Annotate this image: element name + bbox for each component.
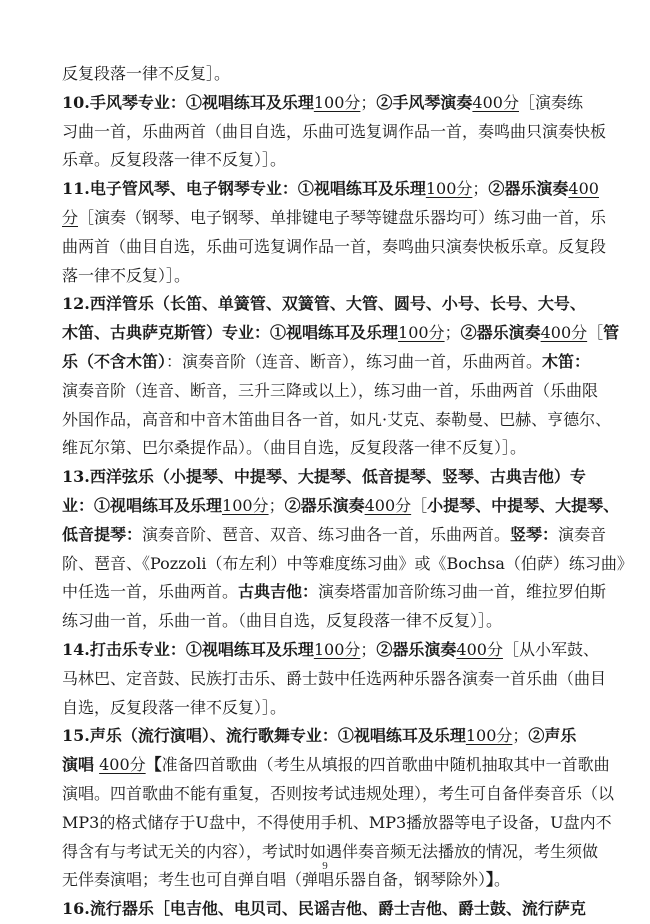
- underlined-score: 400分: [364, 495, 412, 515]
- text-segment: 演唱。四首歌曲不能有重复，否则按考试违规处理），考生可自备伴奏音乐（以: [62, 783, 615, 803]
- text-segment: ［从小军鼓、: [502, 639, 599, 659]
- text-line: [62, 521, 607, 550]
- underlined-score: 400分: [540, 323, 588, 343]
- text-line: [62, 665, 607, 694]
- text-segment: 落一律不反复）］。: [62, 265, 191, 285]
- underlined-score: 400: [568, 179, 599, 199]
- text-line: [62, 60, 592, 89]
- text-segment: 曲两首（曲目自选，乐曲可选复调作品一首，奏鸣曲只演奏快板乐章。反复段: [62, 236, 607, 256]
- bold-text: 小提琴、中提琴、大提琴、: [427, 495, 620, 515]
- page-number: 9: [322, 860, 328, 872]
- text-segment: 无伴奏演唱；考生也可自弹自唱（弹唱乐器自备，钢琴除外）: [62, 870, 487, 890]
- underlined-score: 400分: [99, 755, 146, 775]
- bold-text: ②声乐: [528, 726, 577, 746]
- bold-text: 14.打击乐专业：①视唱练耳及乐理: [62, 639, 314, 659]
- bold-text: 业：①视唱练耳及乐理: [62, 495, 223, 515]
- bold-text: 管: [603, 323, 620, 343]
- text-segment: 阶、琶音、《Pozzoli（布左利）中等难度练习曲》或《Bochsa（伯萨）练习曲》: [62, 553, 633, 573]
- text-segment: 演奏音: [558, 524, 607, 544]
- text-segment: ；: [444, 323, 461, 343]
- bold-text: ②手风琴演奏: [376, 92, 473, 112]
- text-segment: ；: [472, 179, 489, 199]
- text-segment: 准备四首歌曲（考生从填报的四首歌曲中随机抽取其中一首歌曲: [161, 755, 610, 775]
- text-line: [62, 406, 612, 435]
- text-line: [62, 694, 592, 723]
- text-line: [62, 146, 592, 175]
- text-line: [62, 809, 612, 838]
- text-line: [62, 463, 592, 492]
- text-segment: MP3的格式储存于U盘中，不得使用手机、MP3播放器等电子设备，U盘内不: [62, 812, 612, 832]
- text-segment: 练习曲一首，乐曲一首。（曲目自选，反复段落一律不反复）］。: [62, 611, 503, 631]
- text-segment: 维瓦尔第、巴尔桑提作品）。（曲目自选，反复段落一律不反复）］。: [62, 438, 527, 458]
- bold-text: 【: [145, 755, 162, 775]
- bold-text: 低音提琴：: [62, 524, 143, 544]
- underlined-score: 100分: [398, 323, 445, 343]
- text-segment: 演奏音阶（连音、断音，三升三降或以上），练习曲一首，乐曲两首（乐曲限: [62, 380, 599, 400]
- text-segment: ；: [268, 495, 285, 515]
- bold-text: 15.声乐（流行演唱）、流行歌舞专业：①视唱练耳及乐理: [62, 726, 466, 746]
- text-line: [62, 895, 592, 924]
- underlined-score: 100分: [313, 92, 361, 112]
- text-segment: 乐章。反复段落一律不反复）］。: [62, 150, 287, 170]
- text-line: [62, 89, 592, 118]
- underlined-score: 100分: [465, 726, 513, 746]
- text-line: [62, 722, 592, 751]
- bold-text: ②器乐演奏: [460, 323, 541, 343]
- underlined-score: 400分: [472, 92, 519, 112]
- text-segment: 马林巴、定音鼓、民族打击乐、爵士鼓中任选两种乐器各演奏一首乐曲（曲目: [62, 668, 607, 688]
- text-line: [62, 780, 615, 809]
- text-segment: ［演奏练: [518, 92, 583, 112]
- bold-text: 】: [486, 870, 495, 890]
- bold-text: 10.手风琴专业：①视唱练耳及乐理: [62, 92, 314, 112]
- text-segment: ；: [512, 726, 529, 746]
- underlined-score: 400分: [456, 639, 503, 659]
- bold-text: ②器乐演奏: [376, 639, 457, 659]
- text-segment: ：演奏音阶（连音、断音），练习曲一首，乐曲两首。: [166, 351, 543, 371]
- bold-text: 古典吉他：: [238, 582, 319, 602]
- bold-text: 13.西洋弦乐（小提琴、中提琴、大提琴、低音提琴、竖琴、古典吉他）专: [62, 467, 586, 487]
- text-segment: 演奏音阶、琶音、双音、练习曲各一首，乐曲两首。: [142, 524, 511, 544]
- text-line: [62, 290, 592, 319]
- bold-text: ②器乐演奏: [284, 495, 365, 515]
- text-line: [62, 550, 633, 579]
- text-segment: 演奏塔雷加音阶练习曲一首，维拉罗伯斯: [318, 582, 607, 602]
- bold-text: ②器乐演奏: [488, 179, 569, 199]
- text-segment: ；: [360, 92, 377, 112]
- text-line: [62, 262, 592, 291]
- text-line: [62, 377, 599, 406]
- text-line: [62, 319, 620, 348]
- text-segment: 中任选一首，乐曲两首。: [62, 582, 239, 602]
- bold-text: 木笛：: [542, 351, 591, 371]
- bold-text: 12.西洋管乐（长笛、单簧管、双簧管、大管、圆号、小号、长号、大号、: [62, 294, 586, 314]
- text-line: [62, 204, 607, 233]
- text-line: [62, 434, 592, 463]
- text-line: [62, 348, 592, 377]
- text-segment: ［: [411, 495, 428, 515]
- underlined-score: 分: [62, 207, 79, 227]
- bold-text: 木笛、古典萨克斯管）专业：①视唱练耳及乐理: [62, 323, 399, 343]
- bold-text: 16.流行器乐［电吉他、电贝司、民谣吉他、爵士吉他、爵士鼓、流行萨克: [62, 899, 586, 919]
- underlined-score: 100分: [425, 179, 473, 199]
- bold-text: 演唱: [62, 755, 95, 775]
- text-line: [62, 607, 592, 636]
- text-line: [62, 233, 607, 262]
- document-body: [62, 60, 633, 924]
- text-line: [62, 578, 607, 607]
- text-segment: 得含有与考试无关的内容），考试时如遇伴奏音频无法播放的情况，考生须做: [62, 841, 599, 861]
- underlined-score: 100分: [313, 639, 361, 659]
- text-segment: ［演奏（钢琴、电子钢琴、单排键电子琴等键盘乐器均可）练习曲一首，乐: [78, 207, 607, 227]
- text-segment: ［: [587, 323, 604, 343]
- text-segment: 自选，反复段落一律不反复）］。: [62, 697, 287, 717]
- text-line: [62, 175, 599, 204]
- bold-text: 竖琴：: [510, 524, 559, 544]
- text-segment: 反复段落一律不反复］。: [62, 64, 231, 83]
- text-line: [62, 492, 620, 521]
- bold-text: 11.电子管风琴、电子钢琴专业：①视唱练耳及乐理: [62, 179, 426, 199]
- text-line: [62, 751, 610, 780]
- text-segment: 习曲一首，乐曲两首（曲目自选，乐曲可选复调作品一首，奏鸣曲只演奏快板: [62, 121, 607, 141]
- text-line: [62, 118, 607, 147]
- bold-text: 乐（不含木笛）: [62, 351, 167, 371]
- text-segment: ；: [360, 639, 377, 659]
- text-line: [62, 636, 599, 665]
- text-segment: 外国作品，高音和中音木笛曲目各一首，如凡·艾克、泰勒曼、巴赫、亨德尔、: [62, 409, 612, 429]
- underlined-score: 100分: [222, 495, 269, 515]
- text-segment: 。: [494, 870, 511, 890]
